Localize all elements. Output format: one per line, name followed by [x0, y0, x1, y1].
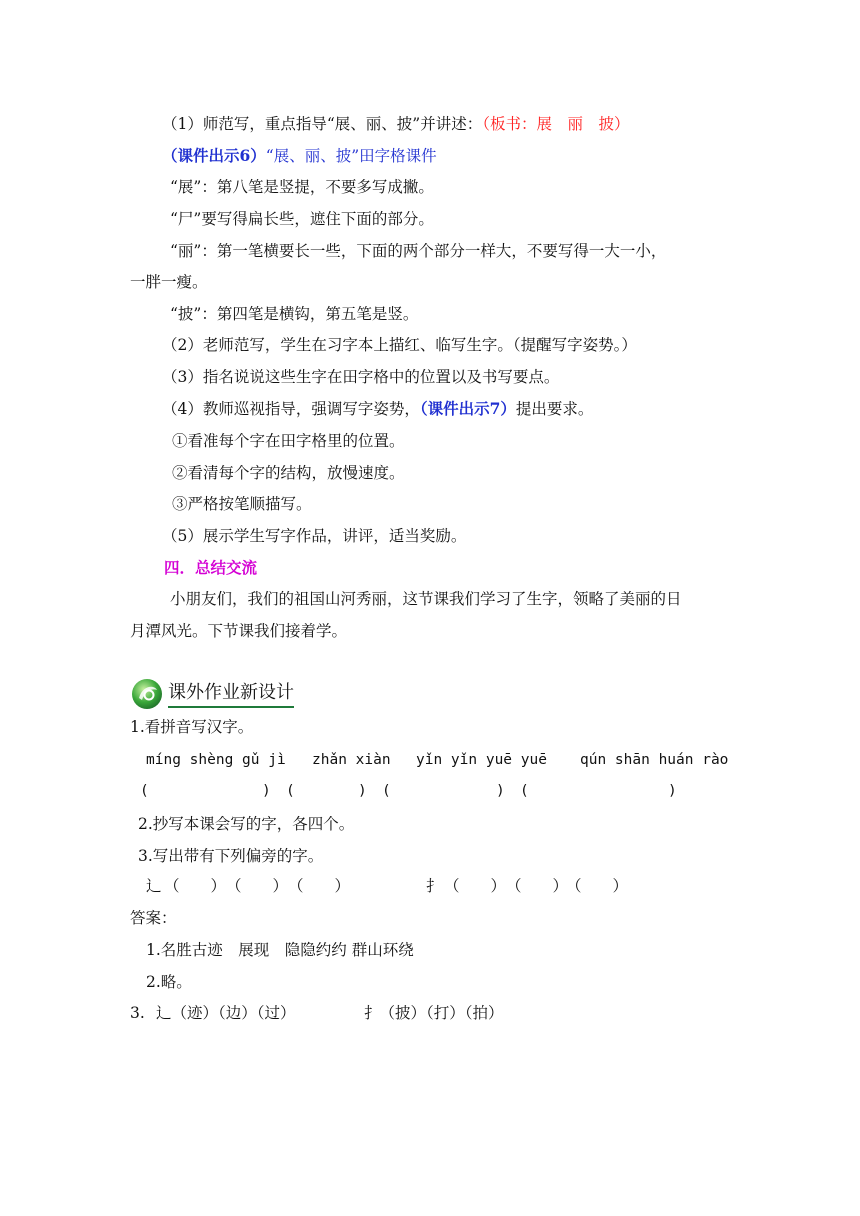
- paragraph-step-4: [162, 397, 593, 421]
- blank: （ ）: [288, 877, 351, 895]
- radical-shou: 扌: [426, 877, 442, 895]
- homework-section-title: 课外作业新设计: [168, 680, 294, 708]
- requirement-2: ②看清每个字的结构，放慢速度。: [172, 464, 405, 482]
- summary-paragraph-cont: 月潭风光。下节课我们接着学。: [130, 622, 348, 640]
- paragraph-courseware-6: [162, 144, 437, 168]
- radical-chuo: 辶: [146, 877, 162, 895]
- paren-close: ): [358, 783, 367, 799]
- courseware-note: （课件出示7）: [419, 399, 516, 418]
- courseware-note: （课件出示6）: [162, 146, 266, 165]
- radical-row: [0, 874, 860, 898]
- paren-open: (: [382, 783, 391, 799]
- blank: （ ）: [164, 877, 227, 895]
- requirement-1: ①看准每个字在田字格里的位置。: [172, 432, 405, 450]
- paren-open: (: [140, 783, 149, 799]
- paragraph-shi: “尸”要写得扁长些，遮住下面的部分。: [170, 210, 434, 228]
- blank: （ ）: [444, 877, 507, 895]
- blank: （ ）: [506, 877, 569, 895]
- answer-radical-shou: 扌（披）（打）（拍）: [364, 1004, 504, 1022]
- answer-3: [0, 1001, 860, 1025]
- courseware-text: “展、丽、披”田字格课件: [265, 147, 437, 165]
- answer-blanks-row: [0, 779, 860, 803]
- paragraph-text: （1）师范写，重点指导“展、丽、披”并讲述：: [162, 115, 483, 133]
- section-heading-summary: 四．总结交流: [164, 558, 258, 577]
- paragraph-pi: “披”：第四笔是横钩，第五笔是竖。: [170, 305, 419, 323]
- paragraph-zhan: “展”：第八笔是竖提，不要多写成撇。: [170, 178, 434, 196]
- pinyin-item: míng shèng gǔ jì: [146, 752, 286, 768]
- paragraph-step-2: （2）老师范写，学生在习字本上描红、临写生字。（提醒写字姿势。）: [162, 336, 637, 354]
- paren-close: ): [668, 783, 677, 799]
- paren-close: ): [262, 783, 271, 799]
- paragraph-step-3: （3）指名说说这些生字在田字格中的位置以及书写要点。: [162, 368, 560, 386]
- question-1: 1.看拼音写汉字。: [130, 718, 254, 736]
- paragraph-li: “丽”：第一笔横要长一些，下面的两个部分一样大，不要写得一大一小，: [170, 242, 667, 260]
- pinyin-item: zhǎn xiàn: [312, 752, 391, 768]
- paren-open: (: [520, 783, 529, 799]
- blank: （ ）: [566, 877, 629, 895]
- paren-open: (: [286, 783, 295, 799]
- paragraph-step-5: （5）展示学生写字作品，讲评，适当奖励。: [162, 527, 467, 545]
- requirement-3: ③严格按笔顺描写。: [172, 495, 312, 513]
- answer-1: 1.名胜古迹 展现 隐隐约约 群山环绕: [146, 941, 414, 959]
- paragraph-text: （4）教师巡视指导，强调写字姿势，: [162, 400, 420, 418]
- board-note: （板书：展 丽 披）: [482, 115, 630, 133]
- answer-radical-chuo: 辶（迹）（边）（过）: [156, 1004, 296, 1022]
- green-leaf-icon: [130, 676, 164, 710]
- pinyin-row: [0, 748, 860, 772]
- paragraph-text-rest: 提出要求。: [515, 400, 594, 418]
- blank: （ ）: [226, 877, 289, 895]
- paren-close: ): [496, 783, 505, 799]
- pinyin-item: yǐn yǐn yuē yuē: [416, 752, 547, 768]
- answers-label: 答案：: [130, 909, 177, 927]
- pinyin-item: qún shān huán rào: [580, 752, 729, 768]
- paragraph-teacher-demo: [162, 112, 629, 136]
- question-2: 2.抄写本课会写的字，各四个。: [138, 815, 355, 833]
- summary-paragraph: 小朋友们，我们的祖国山河秀丽，这节课我们学习了生字，领略了美丽的日: [170, 590, 682, 608]
- paragraph-li-cont: 一胖一瘦。: [130, 273, 208, 291]
- question-3: 3.写出带有下列偏旁的字。: [138, 847, 324, 865]
- answer-2: 2.略。: [146, 973, 192, 991]
- answer-number: 3.: [130, 1004, 145, 1022]
